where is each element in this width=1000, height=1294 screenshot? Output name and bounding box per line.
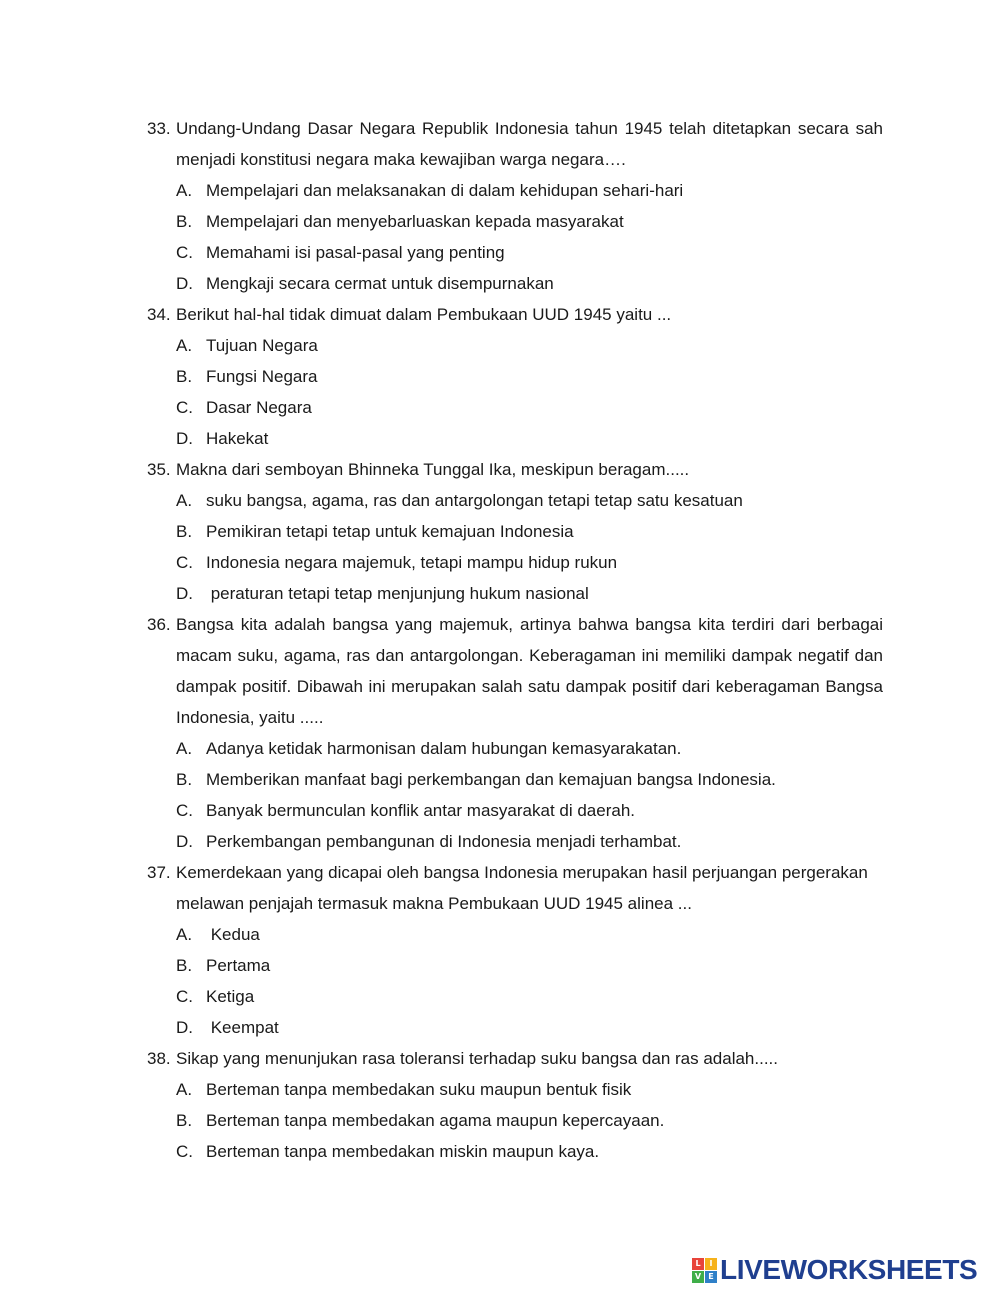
option-letter: B. <box>176 770 193 789</box>
option-text: Pemikiran tetapi tetap untuk kemajuan Indonesia <box>206 522 574 541</box>
option-d <box>176 1012 883 1043</box>
option-letter: B. <box>176 956 193 975</box>
option-c <box>176 547 883 578</box>
option-letter: A. <box>176 739 193 758</box>
option-text: Mengkaji secara cermat untuk disempurnakan <box>206 274 554 293</box>
question-number: 36. <box>147 615 171 634</box>
option-text: Memberikan manfaat bagi perkembangan dan kemajuan bangsa Indonesia. <box>206 770 776 789</box>
option-letter: C. <box>176 398 193 417</box>
option-letter: C. <box>176 243 193 262</box>
option-b <box>176 361 883 392</box>
question-text: Berikut hal-hal tidak dimuat dalam Pembukaan UUD 1945 yaitu ... <box>176 305 672 324</box>
question-34 <box>147 299 883 454</box>
option-text: Mempelajari dan menyebarluaskan kepada masyarakat <box>206 212 624 231</box>
logo-mark-letter: V <box>692 1271 704 1283</box>
option-text: Berteman tanpa membedakan suku maupun bentuk fisik <box>206 1080 632 1099</box>
option-text: Banyak bermunculan konflik antar masyarakat di daerah. <box>206 801 636 820</box>
option-letter: A. <box>176 1080 193 1099</box>
option-text: Berteman tanpa membedakan miskin maupun kaya. <box>206 1142 600 1161</box>
question-37 <box>147 857 883 1043</box>
option-b <box>176 516 883 547</box>
option-letter: D. <box>176 1018 193 1037</box>
option-c <box>176 392 883 423</box>
question-38 <box>147 1043 883 1167</box>
option-text: Mempelajari dan melaksanakan di dalam kehidupan sehari-hari <box>206 181 684 200</box>
option-c <box>176 237 883 268</box>
logo-text: LIVEWORKSHEETS <box>720 1254 978 1285</box>
option-b <box>176 764 883 795</box>
option-letter: C. <box>176 987 193 1006</box>
question-number: 33. <box>147 119 171 138</box>
option-b <box>176 950 883 981</box>
option-d <box>176 826 883 857</box>
question-text: Undang-Undang Dasar Negara Republik Indonesia tahun 1945 telah ditetapkan secara sah menjadi konstitusi negara maka kewajiban warga negara…. <box>176 119 883 169</box>
option-d <box>176 268 883 299</box>
option-text: Memahami isi pasal-pasal yang penting <box>206 243 505 262</box>
question-number: 35. <box>147 460 171 479</box>
worksheet-page <box>0 113 1000 1167</box>
option-a <box>176 1074 883 1105</box>
question-text: Bangsa kita adalah bangsa yang majemuk, artinya bahwa bangsa kita terdiri dari berbagai macam suku, agama, ras dan antargolongan. Keberagaman ini memiliki dampak negatif dan dampak positif. Dibawah ini merupakan salah satu dampak positif dari keberagaman Bangsa Indonesia, yaitu ..... <box>176 615 883 727</box>
option-a <box>176 485 883 516</box>
question-text: Kemerdekaan yang dicapai oleh bangsa Indonesia merupakan hasil perjuangan pergerakan melawan penjajah termasuk makna Pembukaan UUD 1945 alinea ... <box>176 863 868 913</box>
option-letter: A. <box>176 491 193 510</box>
option-b <box>176 206 883 237</box>
option-c <box>176 1136 883 1167</box>
option-a <box>176 733 883 764</box>
option-text: Keempat <box>206 1018 279 1037</box>
question-33 <box>147 113 883 299</box>
logo-mark-letter: L <box>692 1258 704 1270</box>
option-text: Hakekat <box>206 429 269 448</box>
logo-mark-letter: E <box>705 1271 717 1283</box>
option-letter: A. <box>176 336 193 355</box>
question-text: Sikap yang menunjukan rasa toleransi terhadap suku bangsa dan ras adalah..... <box>176 1049 779 1068</box>
option-text: Kedua <box>206 925 260 944</box>
option-letter: B. <box>176 367 193 386</box>
option-letter: D. <box>176 274 193 293</box>
option-c <box>176 981 883 1012</box>
liveworksheets-logo[interactable] <box>692 1255 977 1285</box>
option-text: suku bangsa, agama, ras dan antargolongan tetapi tetap satu kesatuan <box>206 491 743 510</box>
live-logo-mark-icon <box>692 1258 717 1283</box>
option-letter: A. <box>176 181 193 200</box>
option-letter: D. <box>176 584 193 603</box>
logo-mark-letter: I <box>705 1258 717 1270</box>
option-letter: D. <box>176 832 193 851</box>
option-letter: B. <box>176 522 193 541</box>
option-a <box>176 330 883 361</box>
option-letter: A. <box>176 925 193 944</box>
option-text: Indonesia negara majemuk, tetapi mampu hidup rukun <box>206 553 618 572</box>
option-text: Berteman tanpa membedakan agama maupun kepercayaan. <box>206 1111 665 1130</box>
option-letter: B. <box>176 212 193 231</box>
option-d <box>176 578 883 609</box>
option-letter: C. <box>176 1142 193 1161</box>
option-a <box>176 175 883 206</box>
option-text: Pertama <box>206 956 271 975</box>
question-number: 34. <box>147 305 171 324</box>
option-text: Fungsi Negara <box>206 367 318 386</box>
option-text: Dasar Negara <box>206 398 312 417</box>
option-text: peraturan tetapi tetap menjunjung hukum nasional <box>206 584 589 603</box>
option-text: Adanya ketidak harmonisan dalam hubungan kemasyarakatan. <box>206 739 682 758</box>
option-c <box>176 795 883 826</box>
option-d <box>176 423 883 454</box>
question-35 <box>147 454 883 609</box>
question-number: 38. <box>147 1049 171 1068</box>
option-a <box>176 919 883 950</box>
option-letter: D. <box>176 429 193 448</box>
question-text: Makna dari semboyan Bhinneka Tunggal Ika, meskipun beragam..... <box>176 460 690 479</box>
option-letter: C. <box>176 553 193 572</box>
question-36 <box>147 609 883 857</box>
option-text: Perkembangan pembangunan di Indonesia menjadi terhambat. <box>206 832 682 851</box>
option-b <box>176 1105 883 1136</box>
option-letter: B. <box>176 1111 193 1130</box>
option-text: Ketiga <box>206 987 255 1006</box>
question-number: 37. <box>147 863 171 882</box>
option-text: Tujuan Negara <box>206 336 318 355</box>
option-letter: C. <box>176 801 193 820</box>
